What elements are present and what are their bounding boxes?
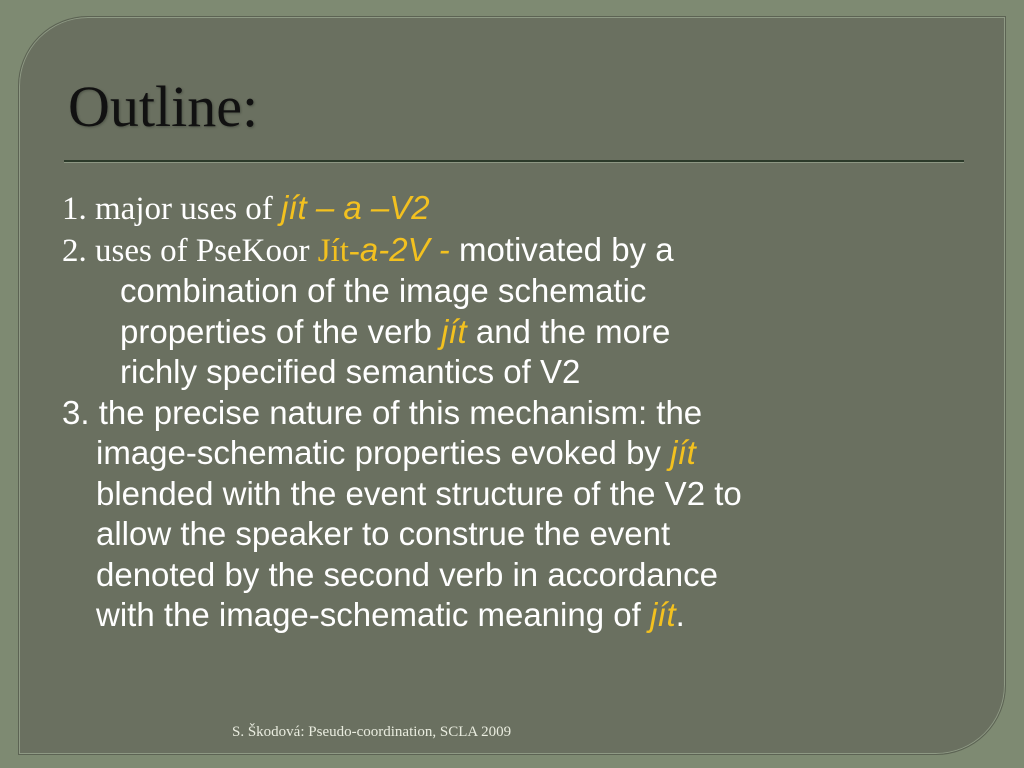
item-3-line-6-a: with the image-schematic meaning of	[96, 596, 650, 633]
item-3-line-2-a: image-schematic properties evoked by	[96, 434, 671, 471]
item-2-line-3	[62, 312, 982, 353]
item-3-line-6-highlight: jít	[649, 596, 676, 633]
item-2-highlight-b: a-2V -	[359, 230, 450, 268]
item-3-line-2-highlight: jít	[670, 434, 696, 471]
item-3-line-6-b: .	[675, 596, 685, 633]
item-2-line-3-highlight: jít	[441, 312, 467, 350]
item-3-line-2	[62, 433, 982, 474]
item-2-line-3-a: properties of the verb	[120, 312, 442, 350]
item-2-line-2: combination of the image schematic	[120, 272, 647, 309]
slide-title: Outline:	[68, 74, 259, 139]
item-3-line-5: denoted by the second verb in accordance	[96, 555, 718, 593]
item-2-post: motivated by a	[449, 230, 674, 268]
item-1-number: 1.	[62, 191, 87, 227]
item-2-number: 2.	[62, 232, 87, 269]
item-2-line-4: richly specified semantics of V2	[120, 353, 581, 390]
title-divider	[64, 160, 964, 163]
item-2-pre: uses of PseKoor	[86, 232, 318, 269]
item-3-line-6	[62, 595, 982, 636]
item-3-line-4: allow the speaker to construe the event	[96, 515, 671, 552]
item-3-line-3: blended with the event structure of the V2 to	[96, 474, 742, 512]
outline-item-1	[62, 188, 982, 230]
item-1-text: major uses of	[86, 191, 282, 227]
item-1-highlight: jít – a –V2	[281, 189, 430, 226]
item-2-highlight-a: Jít-	[317, 232, 360, 269]
item-2-line-3-b: and the more	[466, 312, 671, 350]
slide-footer: S. Škodová: Pseudo-coordination, SCLA 2009	[232, 724, 512, 740]
outline-item-3: 3. the precise nature of this mechanism: the	[62, 393, 703, 431]
outline-body	[62, 188, 982, 636]
outline-item-2	[62, 230, 982, 272]
